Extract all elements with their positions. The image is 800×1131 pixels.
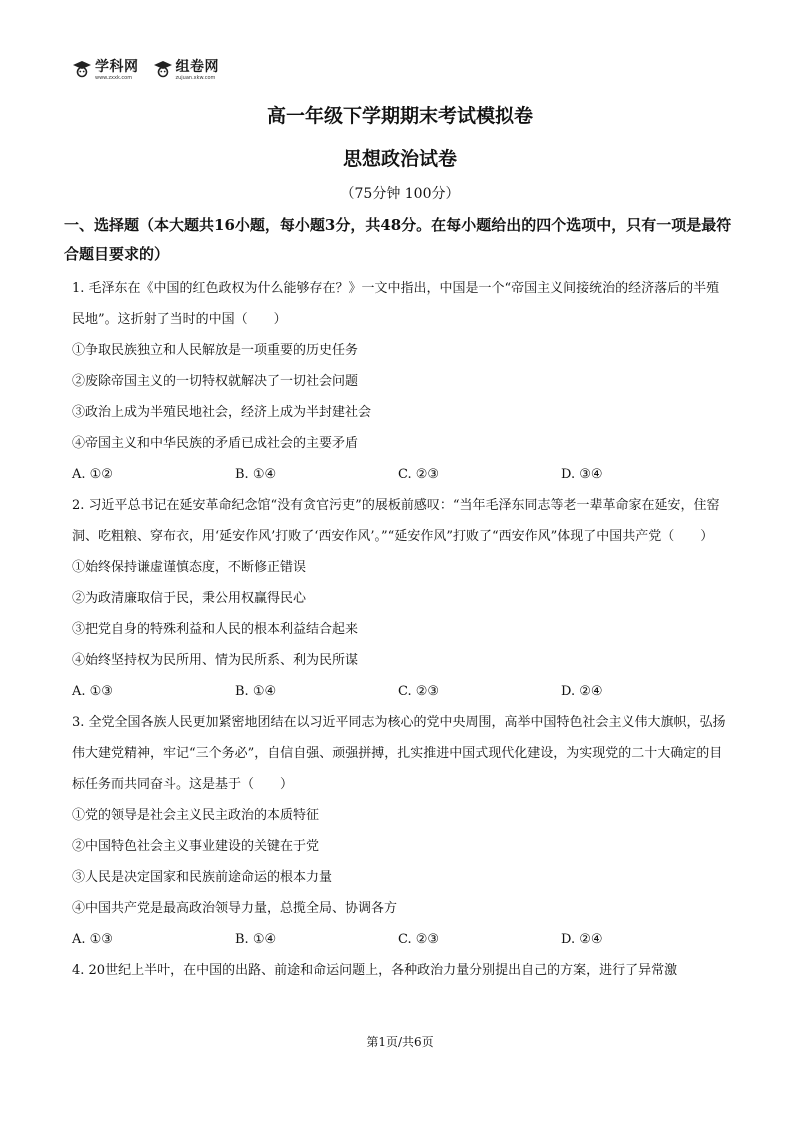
logo-url: www.zxxk.com: [95, 75, 133, 81]
choice-a[interactable]: A. ①③: [72, 684, 113, 699]
question-4: [72, 955, 727, 986]
answer-choices: [72, 676, 727, 707]
statement-option: ①争取民族独立和人民解放是一项重要的历史任务: [72, 343, 359, 358]
logo-name: 学科网: [95, 59, 139, 75]
choice-c[interactable]: C. ②③: [398, 467, 440, 482]
choice-d[interactable]: D. ②④: [561, 932, 603, 947]
choice-d[interactable]: D. ②④: [561, 684, 603, 699]
logo-zujuanwang[interactable]: [153, 60, 220, 81]
page-footer: 第1页/共6页: [366, 1035, 434, 1049]
question-2: [72, 490, 727, 707]
question-stem: 2. 习近平总书记在延安革命纪念馆“没有贪官污吏”的展板前感叹：“当年毛泽东同志等老一辈革命家在延安，住窑洞、吃粗粮、穿布衣，用‘延安作风’打败了‘西安作风’。”“延安作风”打败了“西安作风”体现了中国共产党（ ）: [72, 498, 720, 544]
choice-a[interactable]: A. ①③: [72, 932, 113, 947]
choice-d[interactable]: D. ③④: [561, 467, 603, 482]
choice-b[interactable]: B. ①④: [235, 684, 277, 699]
statement-option: ③政治上成为半殖民地社会，经济上成为半封建社会: [72, 405, 372, 420]
statement-option: ②中国特色社会主义事业建设的关键在于党: [72, 839, 320, 854]
statement-option: ①始终保持谦虚谨慎态度，不断修正错误: [72, 560, 307, 575]
choice-c[interactable]: C. ②③: [398, 932, 440, 947]
statement-option: ④中国共产党是最高政治领导力量，总揽全局、协调各方: [72, 901, 398, 916]
graduate-cap-icon: [72, 60, 92, 78]
statement-option: ②为政清廉取信于民，秉公用权赢得民心: [72, 591, 307, 606]
choice-c[interactable]: C. ②③: [398, 684, 440, 699]
logo-bar: [72, 60, 219, 81]
question-1: [72, 273, 727, 490]
answer-choices: [72, 924, 727, 955]
exam-title: 高一年级下学期期末考试模拟卷: [266, 105, 533, 127]
graduate-cap-icon: [153, 60, 173, 78]
exam-duration: （75分钟 100分）: [340, 186, 460, 202]
statement-option: ①党的领导是社会主义民主政治的本质特征: [72, 808, 320, 823]
statement-option: ③把党自身的特殊利益和人民的根本利益结合起来: [72, 622, 359, 637]
answer-choices: [72, 459, 727, 490]
logo-xuekewang[interactable]: [72, 60, 139, 81]
statement-option: ②废除帝国主义的一切特权就解决了一切社会问题: [72, 374, 359, 389]
question-list: [72, 273, 727, 986]
question-stem: 3. 全党全国各族人民更加紧密地团结在以习近平同志为核心的党中央周围，高举中国特色社会主义伟大旗帜，弘扬伟大建党精神，牢记“三个务必”，自信自强、顽强拼搏，扎实推进中国式现代化建设，为实现党的二十大确定的目标任务而共同奋斗。这是基于（ ）: [72, 715, 726, 792]
section-heading: 一、选择题（本大题共16小题，每小题3分，共48分。在每小题给出的四个选项中，只有一项是最符合题目要求的）: [64, 216, 732, 263]
question-3: [72, 707, 727, 955]
statement-option: ③人民是决定国家和民族前途命运的根本力量: [72, 870, 333, 885]
logo-name: 组卷网: [175, 59, 219, 75]
subject-title: 思想政治试卷: [342, 148, 457, 170]
logo-url: zujuan.xkw.com: [175, 75, 216, 81]
statement-option: ④始终坚持权为民所用、情为民所系、利为民所谋: [72, 653, 359, 668]
choice-a[interactable]: A. ①②: [72, 467, 113, 482]
choice-b[interactable]: B. ①④: [235, 932, 277, 947]
choice-b[interactable]: B. ①④: [235, 467, 277, 482]
statement-option: ④帝国主义和中华民族的矛盾已成社会的主要矛盾: [72, 436, 359, 451]
question-stem: 4. 20世纪上半叶，在中国的出路、前途和命运问题上，各种政治力量分别提出自己的方案，进行了异常激: [72, 963, 678, 978]
question-stem: 1. 毛泽东在《中国的红色政权为什么能够存在？》一文中指出，中国是一个“帝国主义间接统治的经济落后的半殖民地”。这折射了当时的中国（ ）: [72, 281, 720, 327]
